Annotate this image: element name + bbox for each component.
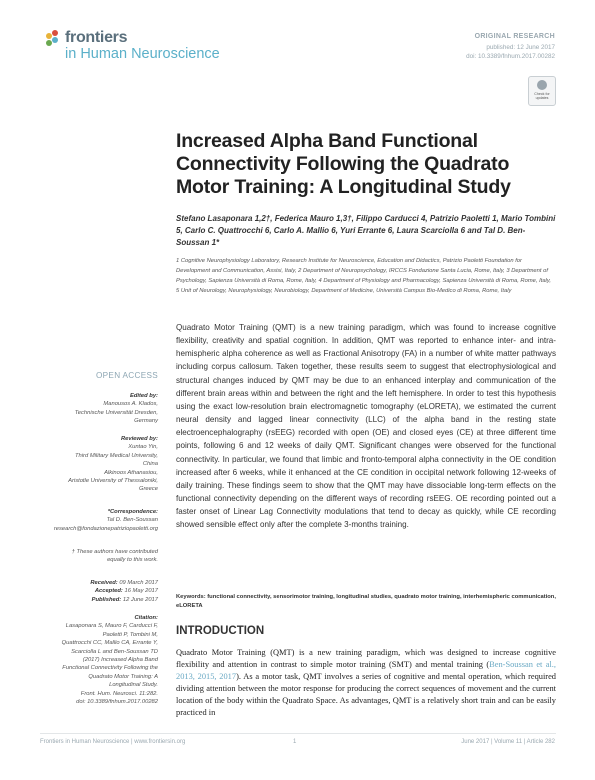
page-number: 1 (293, 739, 297, 745)
published-date-side: 12 June 2017 (122, 596, 158, 603)
correspondence-email[interactable]: research@fondazionepatriziopaoletti.org (53, 525, 158, 532)
correspondence-label: *Correspondence: (107, 509, 158, 515)
citation-line: Paoletti P, Tombini M, (102, 631, 158, 638)
reviewed-by-block (40, 435, 158, 494)
logo-dot-icon (46, 33, 52, 39)
logo-dot-icon (46, 40, 52, 46)
published-date: published: 12 June 2017 (486, 44, 555, 51)
accepted-label: Accepted: (94, 588, 123, 595)
reviewer-line: China (142, 461, 158, 468)
editor-line: Technische Universität Dresden, (74, 409, 158, 416)
citation-line: Quadrato Motor Training: A (88, 673, 158, 680)
note-line: † These authors have contributed (71, 549, 158, 555)
article-title: Increased Alpha Band Functional Connectivity Following the Quadrato Motor Training: A Longitudinal Study (176, 130, 511, 198)
correspondence-block (40, 508, 158, 533)
brand-name[interactable]: frontiers (65, 29, 128, 46)
refresh-icon (537, 80, 547, 90)
open-access-label: OPEN ACCESS (96, 371, 158, 380)
edited-by-block (40, 392, 158, 426)
citation-link[interactable]: Ben-Soussan et al., 2013, 2015, 2017 (176, 660, 556, 682)
reviewer-line: Greece (138, 486, 158, 493)
received-date: 09 March 2017 (119, 580, 158, 586)
received-label: Received: (90, 580, 118, 586)
reviewer-line: Aristotle University of Thessaloniki, (68, 478, 158, 485)
badge-text: Check for updates (534, 92, 550, 101)
editor-line: Germany (134, 418, 158, 425)
citation-label: Citation: (134, 615, 158, 621)
citation-line: (2017) Increased Alpha Band (82, 657, 158, 664)
doi-link[interactable]: doi: 10.3389/fnhum.2017.00282 (466, 53, 555, 60)
reviewer-line: Third Military Medical University, (75, 452, 158, 459)
published-label: Published: (91, 596, 122, 603)
citation-line: Front. Hum. Neurosci. 11:282. (80, 690, 158, 697)
citation-line: Functional Connectivity Following the (62, 665, 158, 672)
keywords: Keywords: functional connectivity, sensorimotor training, longitudinal studies, quadrato motor training, interhemispheric communication, eLORETA (176, 594, 556, 609)
citation-line: Quattrocchi CC, Mallio CA, Errante Y, (61, 640, 158, 647)
citation-line: Longitudinal Study. (109, 682, 158, 689)
correspondence-line: Tal D. Ben-Soussan (106, 517, 158, 524)
footer-journal-link[interactable]: Frontiers in Human Neuroscience | www.frontiersin.org (40, 739, 186, 745)
equal-contribution-note (40, 548, 158, 565)
citation-line: Lasaponara S, Mauro F, Carducci F, (65, 623, 158, 630)
citation-block (40, 614, 158, 706)
logo-dot-icon (52, 37, 58, 43)
logo-dot-icon (52, 30, 58, 36)
accepted-date: 16 May 2017 (124, 588, 158, 595)
reviewed-by-label: Reviewed by: (120, 436, 158, 442)
frontiers-logo-icon (46, 30, 62, 46)
footer-issue-info: June 2017 | Volume 11 | Article 282 (461, 739, 555, 745)
affiliations: 1 Cognitive Neurophysiology Laboratory, Research Institute for Neuroscience, Education and Didactics, Patrizio Paoletti Foundation for Development and Communication, Assisi, Italy, 2 Department of Neuropsychology, IRCCS Fondazione Santa Lucia, Rome, Italy, 3 Department of Psychology, Sapienza Università di Roma, Rome, Italy, 4 Department of Physiology and Pharmacology, Sapienza Università di Roma, Rome, Italy, 5 Unit of Neurology, Neurophysiology, Neurobiology, Department of Medicine, Università Campus Bio-Medico di Roma, Rome, Italy (176, 258, 551, 294)
citation-doi[interactable]: doi: 10.3389/fnhum.2017.00282 (76, 699, 158, 706)
editor-line: Manousos A. Klados, (103, 401, 158, 408)
journal-name[interactable]: in Human Neuroscience (65, 46, 220, 62)
edited-by-label: Edited by: (129, 393, 158, 399)
reviewer-line: Xuntao Yin, (128, 444, 158, 451)
dates-block (40, 579, 158, 604)
abstract: Quadrato Motor Training (QMT) is a new training paradigm, which was found to increase cognitive flexibility, creativity and spatial cognition. In addition, QMT was reported to enhance inter- and intra-hemispheric alpha coherence as well as Fractional Anisotropy (FA) in a number of white matter pathways including corpus callosum. Taken together, these results seem to suggest that electrophysiological and structural changes induced by QMT may be due to an enhanced interplay and communication of the different brain areas within and between the right and the left hemisphere. In order to test this hypothesis using the exact low-resolution brain electromagnetic tomography (eLORETA), we estimated the current neural density and lagged linear connectivity (LLC) of the alpha band in the resting state electroencephalography (rsEEG) recorded with open (OE) and closed eyes (CE) at three different time points, following 6 and 12 weeks of daily QMT. Significant changes were observed for the functional connectivity. In particular, we found that limbic and fronto-temporal alpha connectivity in the OE condition increased after 6 weeks, while it enhanced at the CE condition in occipital network following 12-weeks of daily training. These findings seem to show that the QMT may have dissociable long-term effects on the functional connectivity depending on the different ways of recording rsEEG. OE recording pointed out a faster onset of Linear Lag Connectivity modulations that tend to decay as quickly, while CE recording showed sensible effect only after the complete 3-months training. (176, 323, 556, 530)
introduction-text (176, 647, 556, 720)
section-heading-introduction: INTRODUCTION (176, 625, 265, 637)
citation-line: Scarciolla L and Ben-Soussan TD (71, 648, 158, 655)
intro-text-part: ). As a motor task, QMT involves a series of cognitive and mental operation, which required dividing attention between the motor response for producing the correct sequences of movement and the current location of the body within the Quadrato Space. As advantages, QMT is a relatively short train and can be easily practiced in (176, 672, 556, 718)
reviewer-line: Alkinoos Athanasiou, (104, 469, 158, 476)
note-line: equally to this work. (107, 557, 158, 564)
author-list: Stefano Lasaponara 1,2†, Federica Mauro 1,3†, Filippo Carducci 4, Patrizio Paoletti 1, Mario Tombini 5, Carlo C. Quattrocchi 6, Carlo A. Mallio 6, Yuri Errante 6, Laura Scarciolla 6 and Tal D. Ben-Soussan 1* (176, 214, 556, 247)
footer-divider (40, 733, 556, 734)
intro-text-part: Quadrato Motor Training (QMT) is a new training paradigm, which was designed to increase cognitive flexibility and attention in contrast to simple motor training (SMT) and mental training ( (176, 648, 556, 670)
check-for-updates-badge[interactable] (528, 76, 556, 106)
article-type: ORIGINAL RESEARCH (474, 33, 555, 40)
